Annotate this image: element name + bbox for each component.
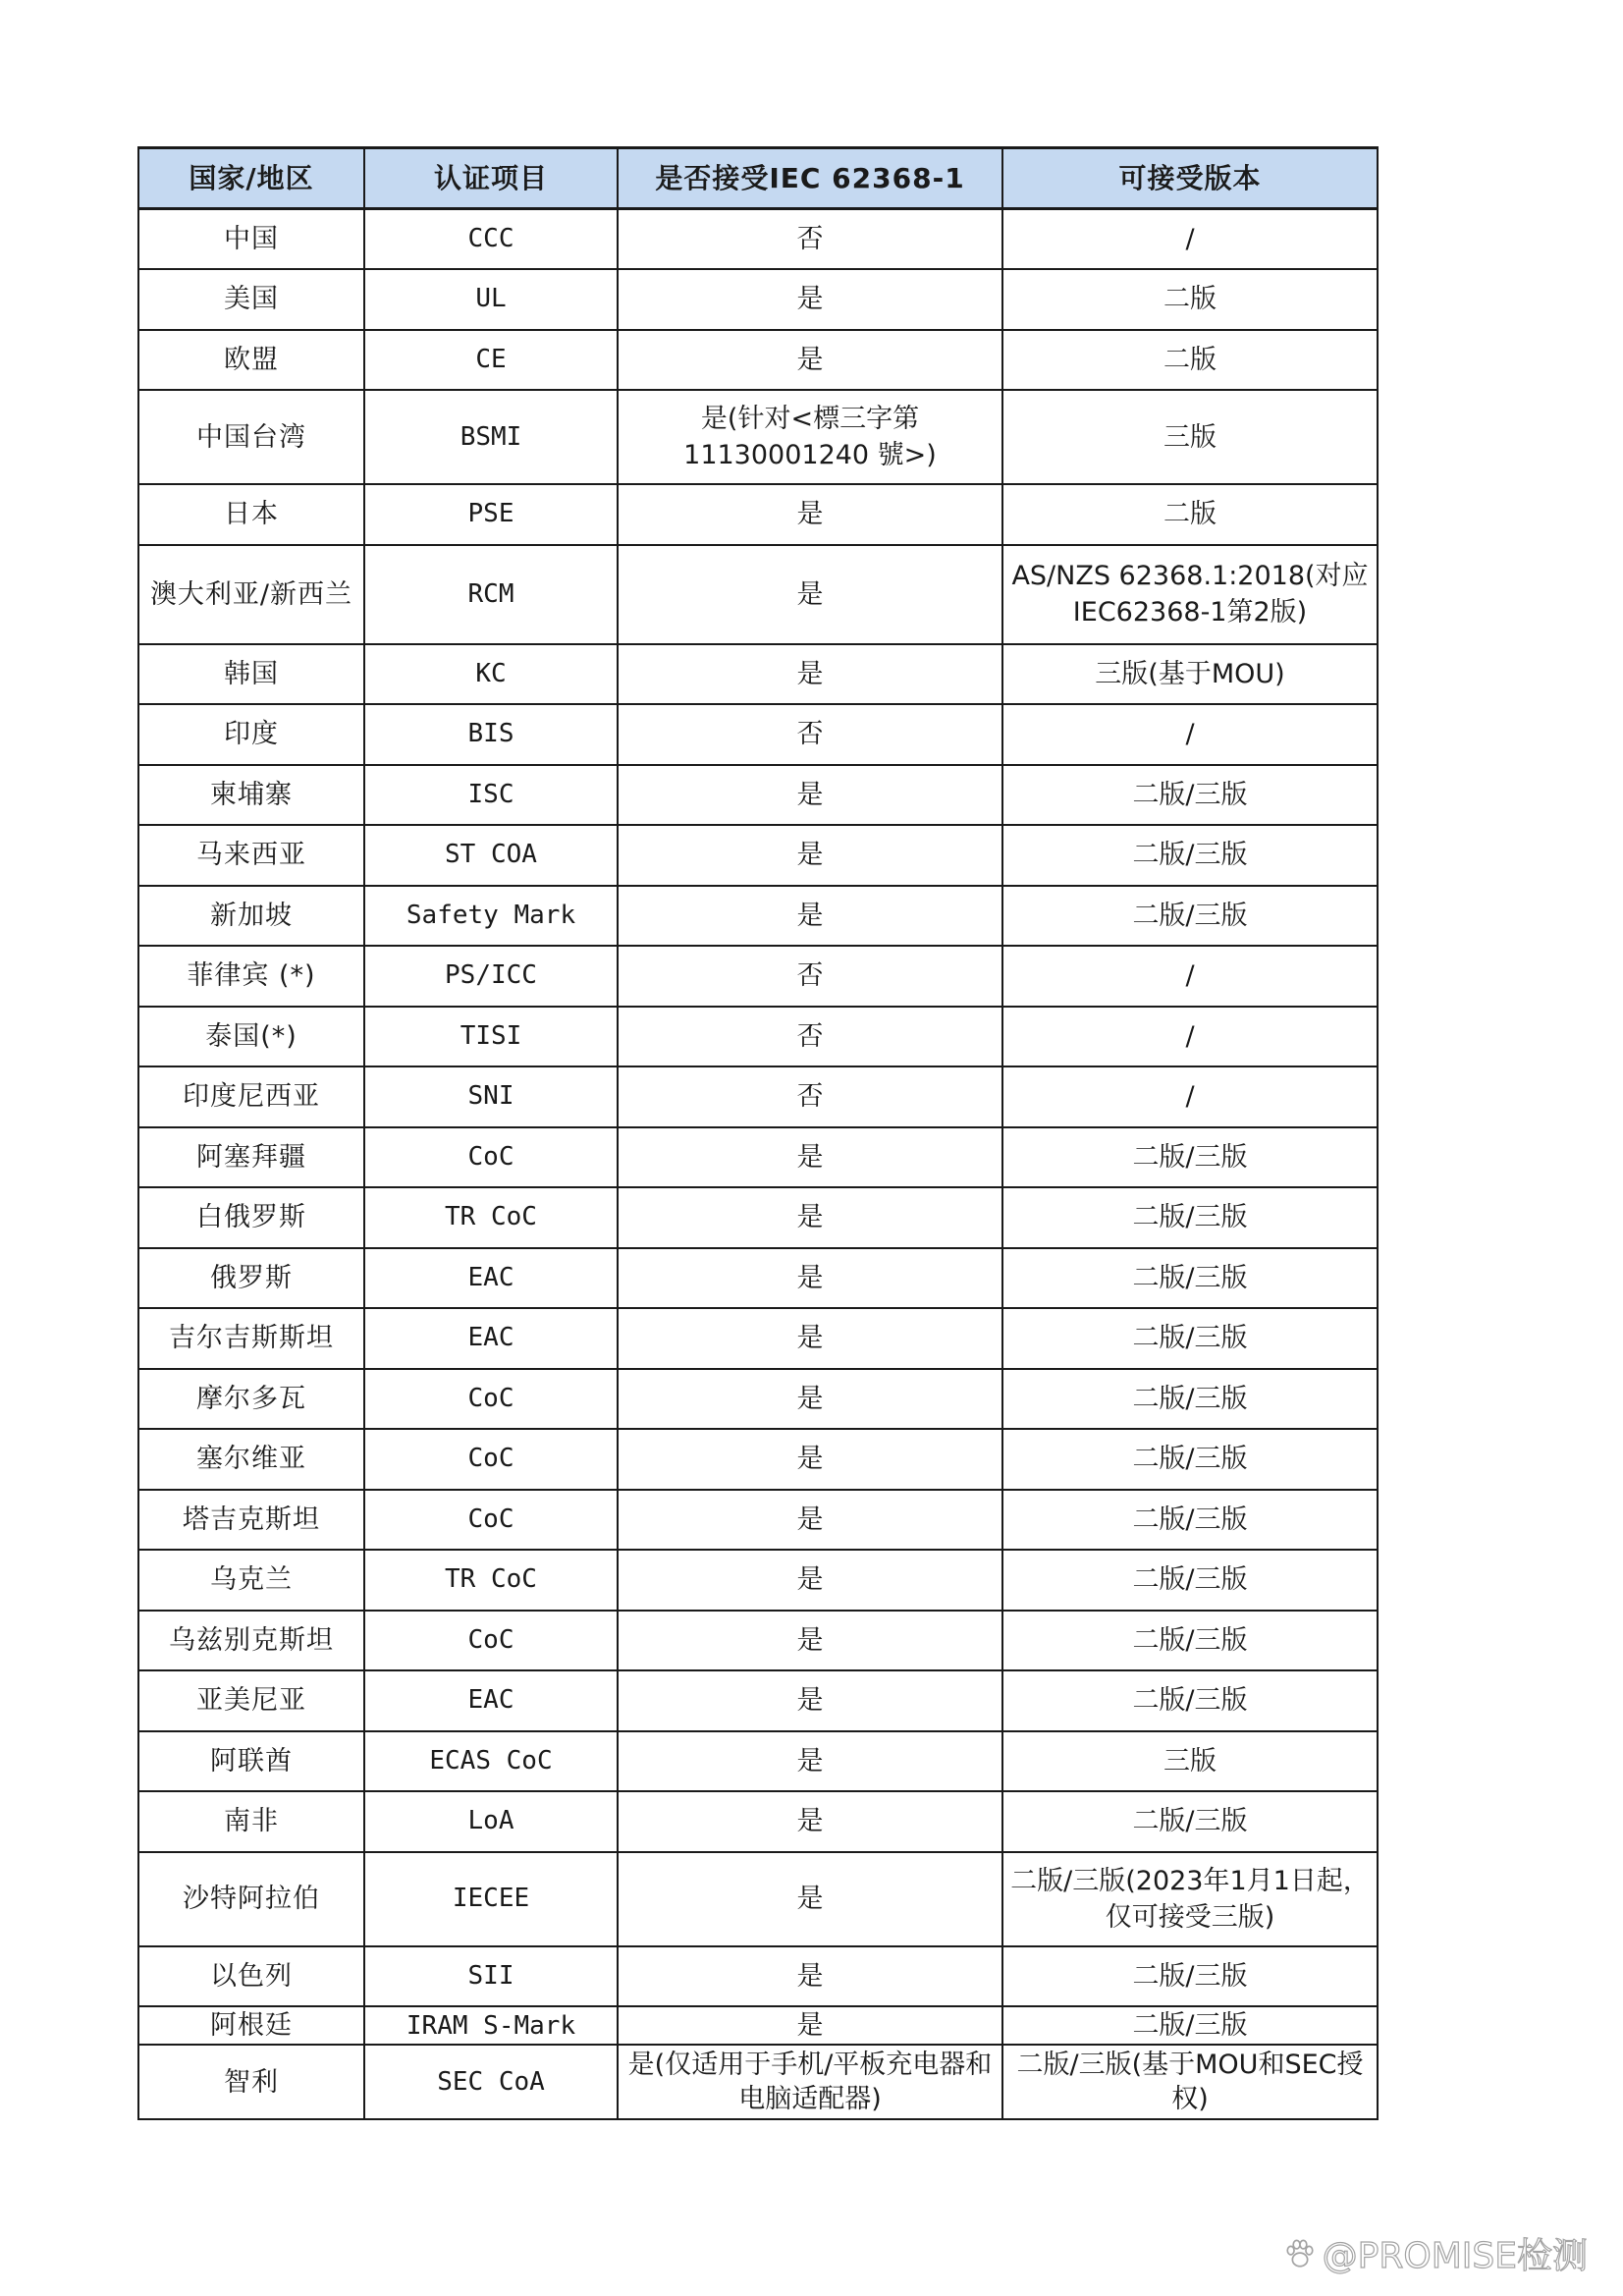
cell-accept: 是 xyxy=(618,1127,1002,1188)
cell-cert: ISC xyxy=(364,765,618,826)
cell-cert: EAC xyxy=(364,1308,618,1369)
cell-version: 三版 xyxy=(1002,390,1378,484)
cell-cert: EAC xyxy=(364,1248,618,1309)
cell-version: / xyxy=(1002,1007,1378,1067)
cell-version: 二版/三版 xyxy=(1002,1187,1378,1248)
cell-cert: TISI xyxy=(364,1007,618,1067)
cell-version: 二版/三版 xyxy=(1002,825,1378,886)
cell-version: 二版/三版 xyxy=(1002,1127,1378,1188)
cell-country: 印度尼西亚 xyxy=(138,1066,364,1127)
cell-version: 二版/三版 xyxy=(1002,1248,1378,1309)
cell-version: 二版/三版 xyxy=(1002,765,1378,826)
header-country: 国家/地区 xyxy=(138,148,364,209)
table-row xyxy=(138,1066,1378,1127)
watermark xyxy=(1283,2228,1588,2278)
table-row xyxy=(138,1369,1378,1430)
table-row xyxy=(138,390,1378,484)
cell-country: 马来西亚 xyxy=(138,825,364,886)
cell-country: 阿联酋 xyxy=(138,1731,364,1792)
cell-cert: CCC xyxy=(364,209,618,270)
cell-accept: 是 xyxy=(618,2006,1002,2045)
table-row xyxy=(138,765,1378,826)
cell-version: 二版/三版(2023年1月1日起，仅可接受三版) xyxy=(1002,1852,1378,1946)
cell-country: 柬埔寨 xyxy=(138,765,364,826)
table-row xyxy=(138,1791,1378,1852)
cell-country: 吉尔吉斯斯坦 xyxy=(138,1308,364,1369)
header-version: 可接受版本 xyxy=(1002,148,1378,209)
table-row xyxy=(138,1611,1378,1671)
cell-accept: 否 xyxy=(618,704,1002,765)
cell-cert: CoC xyxy=(364,1127,618,1188)
cell-country: 新加坡 xyxy=(138,886,364,947)
cell-country: 欧盟 xyxy=(138,330,364,391)
table-row xyxy=(138,1007,1378,1067)
cell-cert: BIS xyxy=(364,704,618,765)
table-row xyxy=(138,1852,1378,1946)
cell-country: 沙特阿拉伯 xyxy=(138,1852,364,1946)
table-row xyxy=(138,1248,1378,1309)
table-row xyxy=(138,484,1378,545)
cell-cert: SEC CoA xyxy=(364,2045,618,2119)
cell-accept: 是 xyxy=(618,484,1002,545)
cell-version: AS/NZS 62368.1:2018(对应IEC62368-1第2版) xyxy=(1002,545,1378,644)
cell-accept: 是 xyxy=(618,1308,1002,1369)
table-row xyxy=(138,1429,1378,1490)
cell-country: 菲律宾 (*) xyxy=(138,946,364,1007)
cell-cert: UL xyxy=(364,269,618,330)
table-row xyxy=(138,1550,1378,1611)
cell-accept: 是 xyxy=(618,330,1002,391)
cell-accept: 是 xyxy=(618,1852,1002,1946)
cell-country: 摩尔多瓦 xyxy=(138,1369,364,1430)
cell-cert: IECEE xyxy=(364,1852,618,1946)
cell-country: 亚美尼亚 xyxy=(138,1670,364,1731)
cell-cert: CoC xyxy=(364,1429,618,1490)
cell-version: / xyxy=(1002,209,1378,270)
header-accept: 是否接受IEC 62368-1 xyxy=(618,148,1002,209)
table-header-row xyxy=(138,148,1378,209)
cell-version: 二版/三版 xyxy=(1002,1611,1378,1671)
cell-cert: CoC xyxy=(364,1369,618,1430)
cell-cert: Safety Mark xyxy=(364,886,618,947)
cell-version: 二版/三版 xyxy=(1002,886,1378,947)
certification-table xyxy=(137,146,1379,2120)
cell-accept: 是 xyxy=(618,269,1002,330)
cell-country: 阿根廷 xyxy=(138,2006,364,2045)
table-row xyxy=(138,825,1378,886)
table-row xyxy=(138,2006,1378,2045)
cell-cert: ST COA xyxy=(364,825,618,886)
table-row xyxy=(138,1670,1378,1731)
cell-cert: ECAS CoC xyxy=(364,1731,618,1792)
cell-country: 日本 xyxy=(138,484,364,545)
cell-version: 二版/三版 xyxy=(1002,1369,1378,1430)
table-row xyxy=(138,330,1378,391)
cell-version: 二版/三版 xyxy=(1002,1670,1378,1731)
cell-country: 智利 xyxy=(138,2045,364,2119)
cell-version: 二版 xyxy=(1002,484,1378,545)
cell-cert: CoC xyxy=(364,1490,618,1551)
cell-cert: CE xyxy=(364,330,618,391)
cell-cert: PSE xyxy=(364,484,618,545)
cell-cert: SII xyxy=(364,1946,618,2007)
cell-accept: 是 xyxy=(618,1550,1002,1611)
table-row xyxy=(138,2045,1378,2119)
table-row xyxy=(138,545,1378,644)
cell-version: 二版 xyxy=(1002,330,1378,391)
cell-version: 二版/三版 xyxy=(1002,1429,1378,1490)
cell-accept: 是 xyxy=(618,1429,1002,1490)
cell-country: 印度 xyxy=(138,704,364,765)
table-row xyxy=(138,704,1378,765)
cell-accept: 是 xyxy=(618,644,1002,705)
cell-accept: 是 xyxy=(618,1731,1002,1792)
cell-country: 塔吉克斯坦 xyxy=(138,1490,364,1551)
cell-cert: IRAM S-Mark xyxy=(364,2006,618,2045)
cell-accept: 是 xyxy=(618,1670,1002,1731)
cell-version: 二版/三版(基于MOU和SEC授权) xyxy=(1002,2045,1378,2119)
table-row xyxy=(138,1127,1378,1188)
cell-cert: SNI xyxy=(364,1066,618,1127)
table-row xyxy=(138,1946,1378,2007)
cell-country: 俄罗斯 xyxy=(138,1248,364,1309)
cell-accept: 是 xyxy=(618,1791,1002,1852)
cell-accept: 是 xyxy=(618,545,1002,644)
cell-country: 塞尔维亚 xyxy=(138,1429,364,1490)
cell-country: 澳大利亚/新西兰 xyxy=(138,545,364,644)
cell-accept: 是 xyxy=(618,1490,1002,1551)
table-row xyxy=(138,946,1378,1007)
table-row xyxy=(138,644,1378,705)
cell-accept: 是(仅适用于手机/平板充电器和电脑适配器) xyxy=(618,2045,1002,2119)
cell-version: / xyxy=(1002,704,1378,765)
cell-accept: 否 xyxy=(618,946,1002,1007)
cell-country: 韩国 xyxy=(138,644,364,705)
cell-version: 二版 xyxy=(1002,269,1378,330)
header-cert: 认证项目 xyxy=(364,148,618,209)
cell-version: 二版/三版 xyxy=(1002,2006,1378,2045)
cell-country: 以色列 xyxy=(138,1946,364,2007)
cell-accept: 是 xyxy=(618,886,1002,947)
cell-accept: 是 xyxy=(618,1369,1002,1430)
cell-version: / xyxy=(1002,1066,1378,1127)
cell-country: 白俄罗斯 xyxy=(138,1187,364,1248)
cell-accept: 是 xyxy=(618,1187,1002,1248)
cell-version: / xyxy=(1002,946,1378,1007)
cell-version: 二版/三版 xyxy=(1002,1308,1378,1369)
cell-cert: PS/ICC xyxy=(364,946,618,1007)
cell-cert: TR CoC xyxy=(364,1187,618,1248)
cell-accept: 否 xyxy=(618,1007,1002,1067)
cell-country: 乌兹别克斯坦 xyxy=(138,1611,364,1671)
cell-accept: 是 xyxy=(618,1248,1002,1309)
cell-accept: 是 xyxy=(618,765,1002,826)
table-row xyxy=(138,1490,1378,1551)
table-row xyxy=(138,1731,1378,1792)
table-row xyxy=(138,1308,1378,1369)
cell-version: 二版/三版 xyxy=(1002,1550,1378,1611)
cell-version: 二版/三版 xyxy=(1002,1791,1378,1852)
cell-cert: CoC xyxy=(364,1611,618,1671)
watermark-text: @PROMISE检测 xyxy=(1322,2236,1588,2276)
cell-accept: 是(针对<標三字第 11130001240 號>) xyxy=(618,390,1002,484)
table-row xyxy=(138,886,1378,947)
cell-accept: 是 xyxy=(618,825,1002,886)
cell-cert: RCM xyxy=(364,545,618,644)
cell-country: 泰国(*) xyxy=(138,1007,364,1067)
cell-country: 阿塞拜疆 xyxy=(138,1127,364,1188)
cell-country: 中国 xyxy=(138,209,364,270)
cell-version: 三版(基于MOU) xyxy=(1002,644,1378,705)
cell-country: 美国 xyxy=(138,269,364,330)
table-row xyxy=(138,269,1378,330)
table-row xyxy=(138,209,1378,270)
cell-accept: 是 xyxy=(618,1946,1002,2007)
cell-cert: BSMI xyxy=(364,390,618,484)
cell-version: 二版/三版 xyxy=(1002,1490,1378,1551)
cell-country: 乌克兰 xyxy=(138,1550,364,1611)
cell-country: 南非 xyxy=(138,1791,364,1852)
table-row xyxy=(138,1187,1378,1248)
cell-cert: EAC xyxy=(364,1670,618,1731)
cell-accept: 是 xyxy=(618,1611,1002,1671)
cell-cert: KC xyxy=(364,644,618,705)
paw-icon xyxy=(1283,2237,1317,2270)
cell-cert: TR CoC xyxy=(364,1550,618,1611)
cell-cert: LoA xyxy=(364,1791,618,1852)
cell-accept: 否 xyxy=(618,1066,1002,1127)
cell-country: 中国台湾 xyxy=(138,390,364,484)
cell-version: 三版 xyxy=(1002,1731,1378,1792)
cell-version: 二版/三版 xyxy=(1002,1946,1378,2007)
cell-accept: 否 xyxy=(618,209,1002,270)
